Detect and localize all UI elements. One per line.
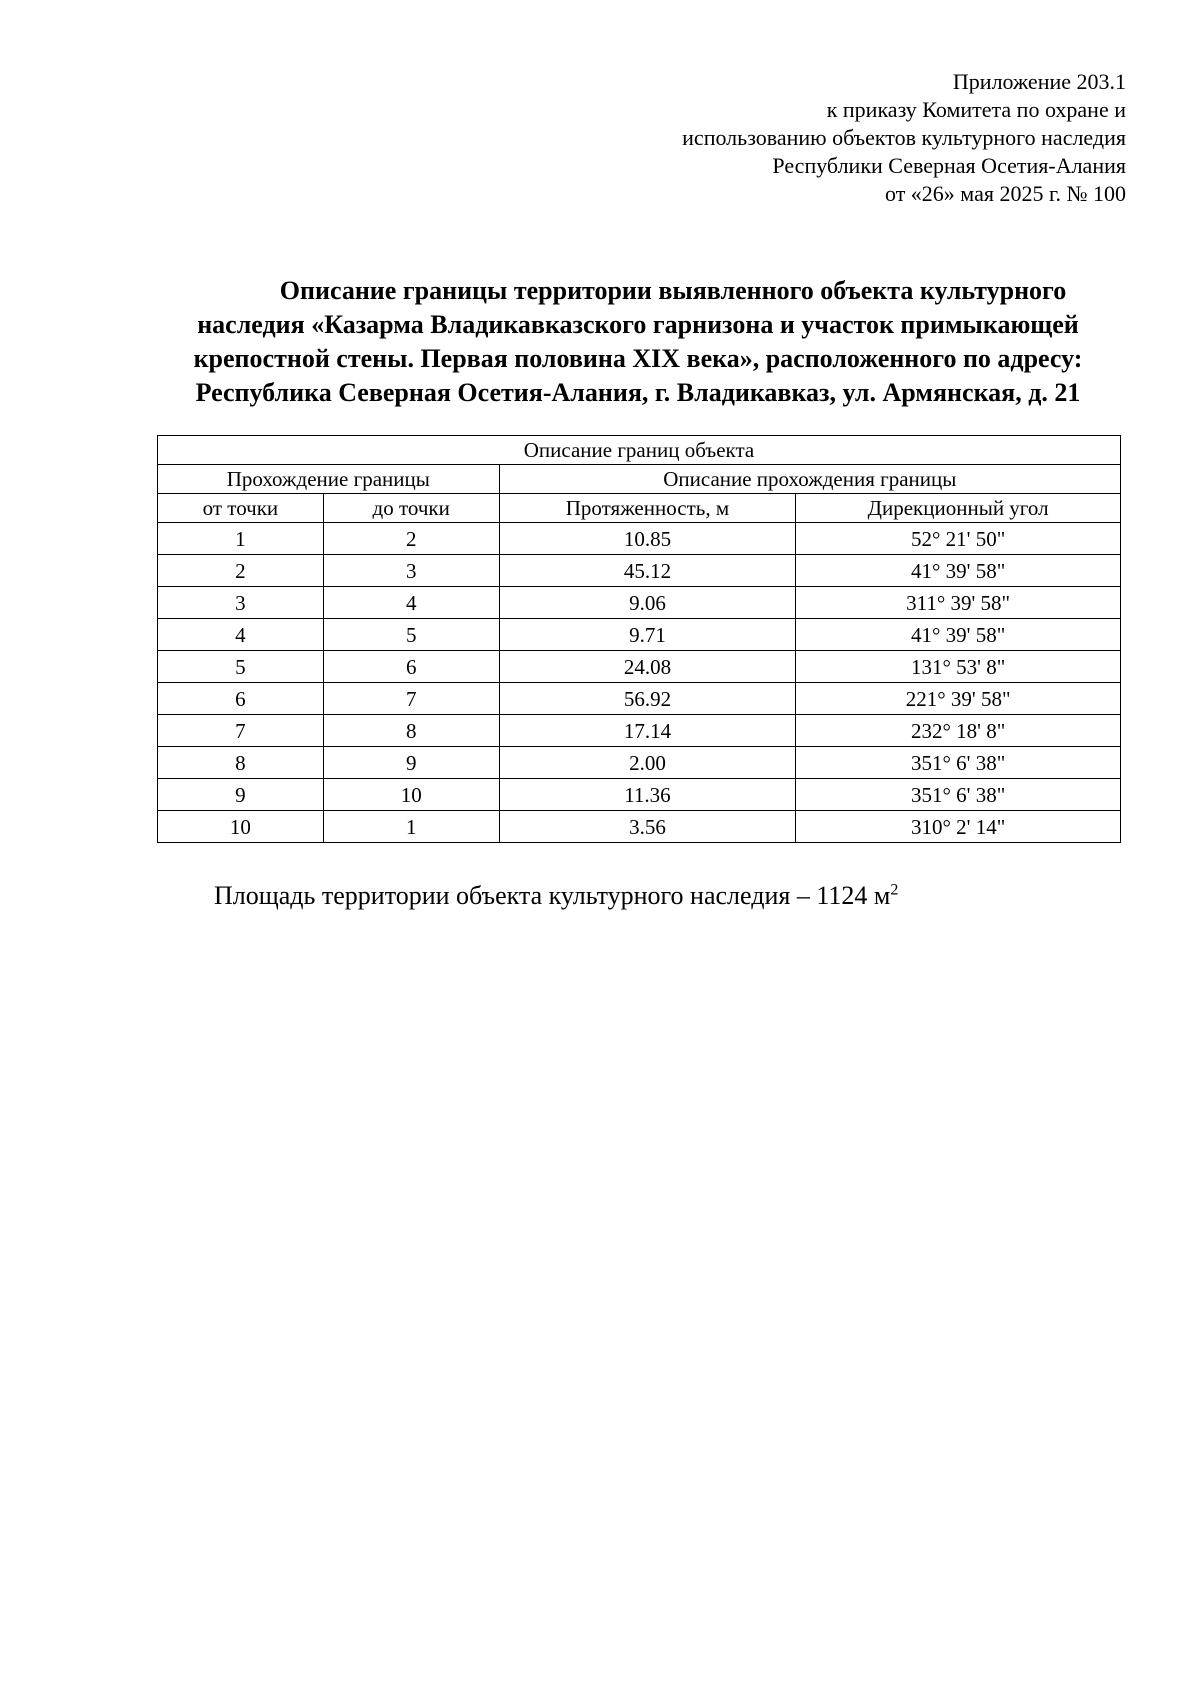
table-row: [158, 683, 1121, 715]
table-caption: Описание границ объекта: [158, 436, 1121, 465]
cell-length: 9.06: [499, 587, 796, 619]
cell-length: 11.36: [499, 779, 796, 811]
cell-to: 7: [323, 683, 499, 715]
cell-length: 45.12: [499, 555, 796, 587]
cell-angle: 310° 2' 14": [796, 811, 1121, 843]
header-angle: Дирекционный угол: [796, 494, 1121, 523]
header-to-point: до точки: [323, 494, 499, 523]
table-row: [158, 779, 1121, 811]
header-length: Протяженность, м: [499, 494, 796, 523]
cell-angle: 311° 39' 58": [796, 587, 1121, 619]
cell-to: 8: [323, 715, 499, 747]
cell-length: 56.92: [499, 683, 796, 715]
header-group-description: Описание прохождения границы: [499, 465, 1120, 494]
table-row: [158, 523, 1121, 555]
cell-to: 2: [323, 523, 499, 555]
cell-to: 5: [323, 619, 499, 651]
document-title: [148, 274, 1128, 410]
cell-angle: 131° 53' 8": [796, 651, 1121, 683]
cell-angle: 232° 18' 8": [796, 715, 1121, 747]
cell-from: 8: [158, 747, 324, 779]
cell-from: 1: [158, 523, 324, 555]
approval-line: Приложение 203.1: [952, 69, 1126, 94]
table-row: [158, 715, 1121, 747]
cell-angle: 351° 6' 38": [796, 779, 1121, 811]
cell-length: 9.71: [499, 619, 796, 651]
table-row: [158, 619, 1121, 651]
approval-line: Республики Северная Осетия-Алания: [772, 153, 1126, 178]
cell-from: 4: [158, 619, 324, 651]
area-unit-power: 2: [890, 881, 899, 899]
cell-from: 3: [158, 587, 324, 619]
cell-length: 17.14: [499, 715, 796, 747]
table-row: [158, 651, 1121, 683]
table-row: [158, 811, 1121, 843]
cell-from: 10: [158, 811, 324, 843]
header-group-passage: Прохождение границы: [158, 465, 500, 494]
cell-to: 6: [323, 651, 499, 683]
cell-from: 7: [158, 715, 324, 747]
cell-from: 5: [158, 651, 324, 683]
cell-angle: 52° 21' 50": [796, 523, 1121, 555]
cell-angle: 41° 39' 58": [796, 555, 1121, 587]
cell-to: 9: [323, 747, 499, 779]
title-line: Республика Северная Осетия-Алания, г. Владикавказ, ул. Армянская, д. 21: [195, 378, 1081, 407]
cell-length: 3.56: [499, 811, 796, 843]
table-row: [158, 587, 1121, 619]
cell-angle: 41° 39' 58": [796, 619, 1121, 651]
cell-length: 10.85: [499, 523, 796, 555]
cell-to: 4: [323, 587, 499, 619]
table-row: [158, 747, 1121, 779]
area-text: Площадь территории объекта культурного наследия – 1124 м: [214, 881, 891, 910]
table-row: [158, 555, 1121, 587]
approval-block: [682, 68, 1126, 208]
cell-angle: 351° 6' 38": [796, 747, 1121, 779]
cell-from: 2: [158, 555, 324, 587]
cell-from: 9: [158, 779, 324, 811]
approval-line: использованию объектов культурного наследия: [682, 125, 1126, 150]
cell-to: 10: [323, 779, 499, 811]
approval-line: от «26» мая 2025 г. № 100: [884, 181, 1126, 206]
cell-to: 1: [323, 811, 499, 843]
header-from-point: от точки: [158, 494, 324, 523]
cell-angle: 221° 39' 58": [796, 683, 1121, 715]
cell-from: 6: [158, 683, 324, 715]
approval-line: к приказу Комитета по охране и: [826, 97, 1126, 122]
cell-to: 3: [323, 555, 499, 587]
cell-length: 2.00: [499, 747, 796, 779]
title-line: крепостной стены. Первая половина XIX века», расположенного по адресу:: [193, 344, 1083, 373]
area-statement: [214, 880, 898, 912]
title-line: Описание границы территории выявленного объекта культурного: [279, 276, 1067, 305]
title-line: наследия «Казарма Владикавказского гарнизона и участок примыкающей: [197, 310, 1079, 339]
boundary-table: [157, 435, 1121, 843]
cell-length: 24.08: [499, 651, 796, 683]
